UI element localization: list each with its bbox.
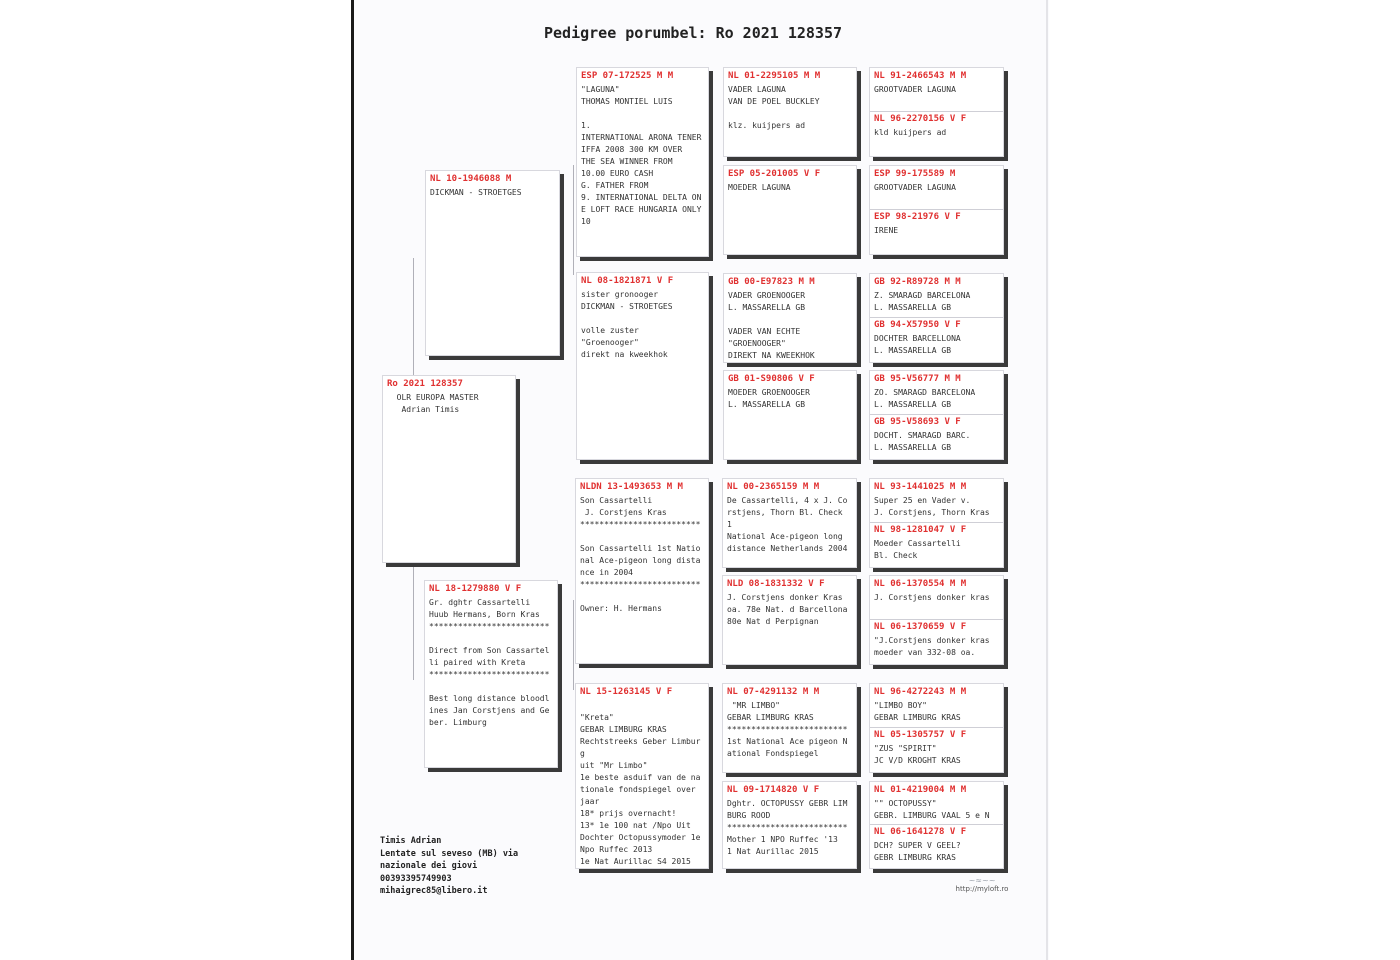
ring-number: NL 01-2295105 M M [728,71,821,81]
ring-number: Ro 2021 128357 [387,379,463,389]
ring-number: NL 06-1370554 M M [874,579,967,589]
ring-number: GB 94-X57950 V F [874,320,961,331]
pigeon-info: J. Corstjens donker kras [874,593,990,602]
great-grandparent-card [722,575,857,665]
g4-top [870,68,1003,96]
connector-line [573,165,574,275]
g4-top [870,576,1003,604]
pigeon-info: DOCHTER BARCELLONA L. MASSARELLA GB [874,334,961,356]
pigeon-info: Z. SMARAGD BARCELONA L. MASSARELLA GB [874,291,971,312]
pigeon-info: IRENE [874,226,899,236]
great-grandparent-card [723,273,857,363]
pigeon-info: VADER LAGUNA VAN DE POEL BUCKLEY klz. kuijpers ad [728,85,820,130]
ring-number: GB 92-R89728 M M [874,277,961,287]
subject-card [382,375,516,563]
owner-phone: 00393395749903 [380,873,452,884]
ring-number: NL 91-2466543 M M [874,71,967,81]
great-grandparent-card [723,165,857,255]
pigeon-info: "Kreta" GEBAR LIMBURG KRAS Rechtstreeks Geber Limburg uit "Mr Limbo" 1e beste asduif van de nationale fondspiegel over jaar 18* prijs overnacht! 13* 1e 100 nat /Npo Uit Dochter Octopussymoder 1e Npo Ruffec 2013 1e Nat Aurillac S4 2015 [580,713,701,866]
owner-address-line: nazionale dei giovi [380,861,478,871]
g4-pair-card [869,165,1004,255]
g4-pair-card [869,781,1004,869]
great-grandparent-card [723,67,857,157]
ring-number: NL 07-4291132 M M [727,687,820,697]
pigeon-info: VADER GROENOOGER L. MASSARELLA GB VADER VAN ECHTE "GROENOOGER" DIREKT NA KWEEKHOK [728,291,815,360]
ring-number: NL 00-2365159 M M [727,482,820,492]
signature-scribble: ~≈~~ [968,876,996,885]
g4-top [870,274,1003,314]
connector-line [413,565,414,680]
great-grandparent-card [722,683,857,773]
ring-number: NL 06-1370659 V F [874,622,967,633]
pigeon-info: "" OCTOPUSSY" GEBR. LIMBURG VAAL 5 e N [874,799,990,820]
pigeon-info: MOEDER LAGUNA [728,183,791,192]
connector-line [573,600,574,690]
ring-number: NL 96-4272243 M M [874,687,967,697]
g4-pair-card [869,575,1004,665]
page-title: Pedigree porumbel: Ro 2021 128357 [543,24,842,42]
ring-number: NL 98-1281047 V F [874,525,967,536]
ring-number: NL 05-1305757 V F [874,730,967,741]
ring-number: NL 93-1441025 M M [874,482,967,492]
g4-pair-card [869,683,1004,773]
g4-pair-card [869,370,1004,460]
g4-bottom [870,619,1003,659]
owner-contact [380,835,518,898]
g4-top [870,371,1003,411]
pigeon-info: J. Corstjens donker Kras oa. 78e Nat. d Barcellona 80e Nat d Perpignan [727,593,848,626]
watermark-url: http://myloft.ro [955,885,1009,893]
g4-pair-card [869,273,1004,363]
great-grandparent-card [722,478,857,568]
grandparent-card [575,683,709,869]
watermark [952,876,1012,893]
ring-number: NLD 08-1831332 V F [727,579,825,589]
ring-number: NL 08-1821871 V F [581,276,674,286]
owner-address-line: Lentate sul seveso (MB) via [380,848,519,859]
great-grandparent-card [723,370,857,460]
pigeon-info: De Cassartelli, 4 x J. Corstjens, Thorn Bl. Check 1 National Ace-pigeon long distance Netherlands 2004 [727,496,848,553]
pigeon-info: sister gronooger DICKMAN - STROETGES volle zuster "Groenooger" direkt na kweekhok [581,290,673,359]
g4-pair-card [869,67,1004,157]
g4-bottom [870,111,1003,139]
pigeon-info: ZO. SMARAGD BARCELONA L. MASSARELLA GB [874,388,976,409]
ring-number: NL 10-1946088 M [430,174,512,184]
pigeon-info: DOCHT. SMARAGD BARC. L. MASSARELLA GB [874,431,971,453]
ring-number: GB 95-V56777 M M [874,374,961,384]
scan-edge-right [1046,0,1048,960]
pigeon-info: "ZUS "SPIRIT" JC V/D KROGHT KRAS [874,744,961,766]
grandparent-card [575,478,709,664]
g4-top [870,166,1003,194]
ring-number: NL 18-1279880 V F [429,584,522,594]
g4-top [870,684,1003,724]
owner-email: mihaigrec85@libero.it [380,886,488,896]
g4-top [870,479,1003,519]
pigeon-info: GROOTVADER LAGUNA [874,183,956,192]
pigeon-info: Super 25 en Vader v. J. Corstjens, Thorn Kras [874,496,990,517]
pigeon-info: MOEDER GROENOOGER L. MASSARELLA GB [728,388,810,409]
g4-bottom [870,824,1003,864]
g4-pair-card [869,478,1004,568]
ring-number: NL 09-1714820 V F [727,785,820,795]
scan-edge-left [351,0,354,960]
ring-number: NL 15-1263145 V F [580,687,673,697]
connector-line [413,258,414,376]
pigeon-info: OLR EUROPA MASTER Adrian Timis [396,393,479,414]
ring-number: ESP 05-201005 V F [728,169,821,179]
grandparent-card [576,67,709,257]
g4-bottom [870,522,1003,562]
pigeon-info: kld kuijpers ad [874,128,947,138]
ring-number: NL 01-4219004 M M [874,785,967,795]
pigeon-info: DCH? SUPER V GEEL? GEBR LIMBURG KRAS [874,841,961,863]
ring-number: NL 06-1641278 V F [874,827,967,838]
pigeon-info: "LIMBO BOY" GEBAR LIMBURG KRAS [874,701,961,722]
pigeon-info: "MR LIMBO" GEBAR LIMBURG KRAS ************************* 1st National Ace pigeon National Fondspiegel [727,701,848,758]
g4-bottom [870,727,1003,767]
ring-number: ESP 07-172525 M M [581,71,674,81]
ring-number: NLDN 13-1493653 M M [580,482,683,492]
g4-bottom [870,414,1003,454]
grandparent-card [576,272,709,460]
pigeon-info: "LAGUNA" THOMAS MONTIEL LUIS 1. INTERNATIONAL ARONA TENERIFFA 2008 300 KM OVER THE SEA WINNER FROM 10.00 EURO CASH G. FATHER FROM 9. INTERNATIONAL DELTA ONE LOFT RACE HUNGARIA ONLY 10 [581,85,702,226]
ring-number: ESP 98-21976 V F [874,212,961,223]
ring-number: GB 01-S90806 V F [728,374,815,384]
pigeon-info: Dghtr. OCTOPUSSY GEBR LIMBURG ROOD ************************* Mother 1 NPO Ruffec '13 1 Nat Aurillac 2015 [727,799,848,856]
ring-number: NL 96-2270156 V F [874,114,967,125]
pigeon-info: GROOTVADER LAGUNA [874,85,956,94]
great-grandparent-card [722,781,857,869]
ring-number: GB 95-V58693 V F [874,417,961,428]
g4-bottom [870,317,1003,357]
g4-bottom [870,209,1003,237]
owner-name: Timis Adrian [380,836,442,846]
ring-number: GB 00-E97823 M M [728,277,815,287]
pigeon-info: DICKMAN - STROETGES [430,188,522,197]
pigeon-info: Moeder Cassartelli Bl. Check [874,539,961,561]
pigeon-info: Gr. dghtr Cassartelli Huub Hermans, Born Kras ************************* Direct from Son Cassartelli paired with Kreta ************************* Best long distance bloodlines Jan Corstjens and Geber. Limburg [429,598,550,727]
sire-card [425,170,560,356]
g4-top [870,782,1003,822]
ring-number: ESP 99-175589 M [874,169,956,179]
dam-card [424,580,558,768]
pigeon-info: "J.Corstjens donker kras moeder van 332-08 oa. [874,636,990,658]
pigeon-info: Son Cassartelli J. Corstjens Kras ************************* Son Cassartelli 1st National Ace-pigeon long distance in 2004 ************************* Owner: H. Hermans [580,496,701,613]
